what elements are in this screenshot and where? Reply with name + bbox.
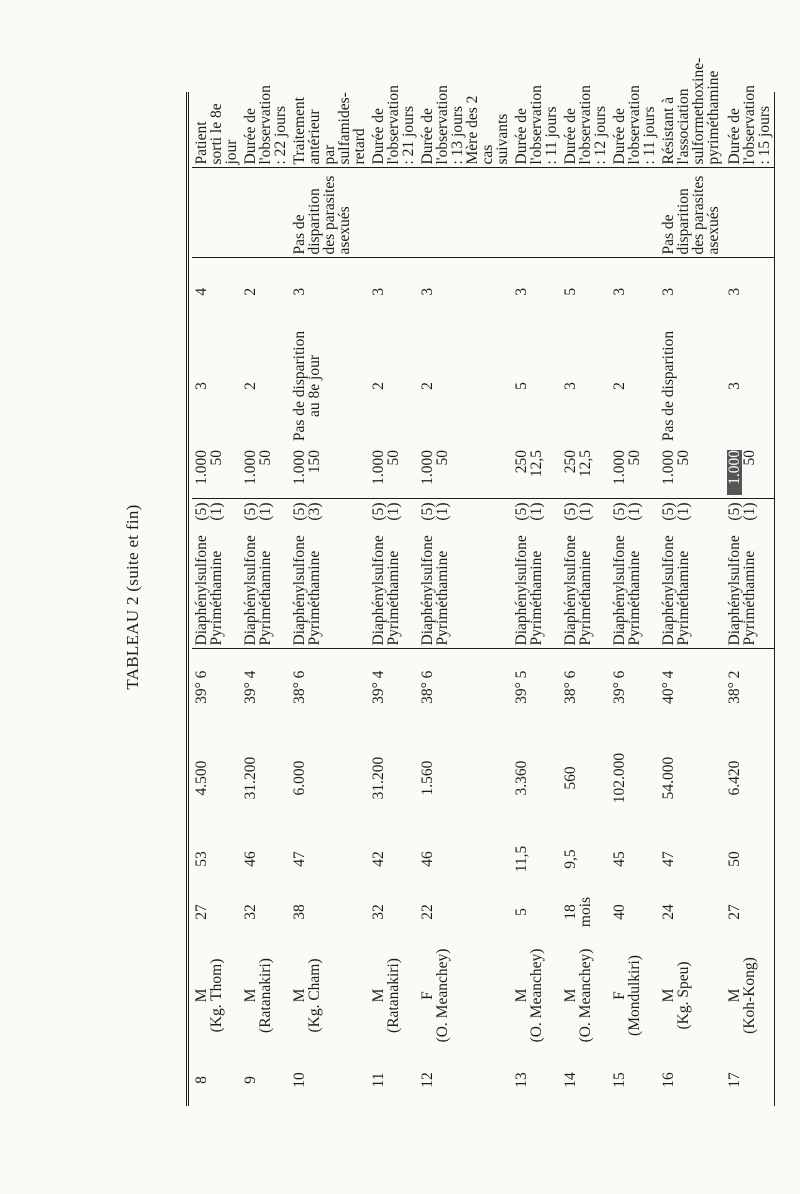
drug-1-quantity: (5) [513, 502, 530, 521]
sex-origin-cell [512, 937, 561, 1054]
parasite-effect [610, 168, 659, 258]
remarks: Durée de l'observation : 15 jours [725, 92, 775, 168]
sex: F [611, 991, 628, 1000]
table-title: TABLEAU 2 (suite et fin) [123, 504, 142, 690]
treatment-cell [512, 499, 561, 649]
sex: M [726, 988, 743, 1003]
drug-1-quantity: (5) [291, 502, 308, 521]
treatment-cell [659, 499, 725, 649]
drug-2: Pyriméthamine [385, 550, 402, 646]
table-row [241, 92, 290, 1106]
sex: M [513, 988, 530, 1003]
drug-2-quantity: (1) [626, 502, 643, 521]
weight: 9,5 [562, 849, 579, 869]
parasite-count: 1.560 [419, 760, 436, 796]
drug-2-quantity: (1) [675, 502, 692, 521]
fever-clearance: 3 [193, 382, 210, 390]
days: 3 [660, 287, 677, 296]
drug-1-quantity: (5) [562, 502, 579, 521]
case-number: 15 [611, 1072, 628, 1088]
parasite-count: 102.000 [611, 752, 628, 804]
age: 40 [611, 904, 628, 920]
dose-2: 50 [741, 450, 758, 466]
weight: 47 [660, 851, 677, 867]
sex-origin-cell [241, 937, 290, 1054]
temperature: 38° 6 [562, 670, 579, 704]
fever-clearance: 5 [513, 382, 530, 390]
treatment-cell [418, 499, 512, 649]
temperature: 38° 6 [291, 670, 308, 704]
remarks: Durée de l'observation : 12 jours [561, 92, 610, 168]
parasite-count: 560 [562, 766, 579, 790]
dose-1: 1.000 [660, 450, 677, 485]
age: 32 [370, 904, 387, 920]
dose-cell [192, 447, 241, 499]
treatment-cell [610, 499, 659, 649]
age: 32 [242, 904, 259, 920]
sex-origin-cell [290, 937, 369, 1054]
dose-1: 1.000 [242, 450, 259, 485]
origin: (O. Meanchey) [577, 948, 594, 1043]
dose-2: 150 [306, 450, 323, 474]
drug-2: Pyriméthamine [528, 550, 545, 646]
drug-2-quantity: (1) [741, 502, 758, 521]
weight: 50 [725, 831, 775, 887]
drug-1: Diaphénylsulfone [242, 535, 259, 646]
parasite-count: 31.200 [242, 756, 259, 800]
sex-origin-cell [369, 937, 418, 1054]
parasite-effect [241, 168, 290, 258]
dose-1: 1.000 [291, 450, 308, 485]
origin: (Mondulkiri) [626, 955, 643, 1036]
dose-2: 50 [257, 450, 274, 466]
remarks: Durée de l'observation : 22 jours [241, 92, 290, 168]
dose-2: 50 [675, 450, 692, 466]
age: 5 [513, 908, 530, 916]
origin: (Ratanakiri) [385, 958, 402, 1033]
fever-clearance: 2 [611, 382, 628, 390]
case-number: 11 [370, 1072, 387, 1088]
parasite-count: 3.360 [513, 760, 530, 796]
drug-2: Pyriméthamine [626, 550, 643, 646]
remarks: Résistant à l'association sulformethoxine-pyriméthamine [659, 92, 725, 168]
drug-1: Diaphénylsulfone [726, 535, 743, 646]
drug-1: Diaphénylsulfone [611, 535, 628, 646]
weight: 47 [291, 851, 308, 867]
drug-2: Pyriméthamine [577, 550, 594, 646]
dose-2: 50 [208, 450, 225, 466]
temperature: 39° 4 [370, 670, 387, 704]
table-row [512, 92, 561, 1106]
sex: M [660, 988, 677, 1003]
table-row [369, 92, 418, 1106]
origin: (O. Meanchey) [528, 948, 545, 1043]
dose-cell [610, 447, 659, 499]
drug-1: Diaphénylsulfone [513, 535, 530, 646]
temperature: 39° 5 [513, 670, 530, 704]
drug-1: Diaphénylsulfone [291, 535, 308, 646]
treatment-cell [192, 499, 241, 649]
remarks: Durée de l'observation : 21 jours [369, 92, 418, 168]
drug-2-quantity: (1) [208, 502, 225, 521]
drug-1: Diaphénylsulfone [562, 535, 579, 646]
dose-cell [725, 447, 775, 499]
dose-cell [241, 447, 290, 499]
dose-2: 12,5 [577, 450, 594, 478]
temperature: 39° 6 [193, 670, 210, 704]
data-table [186, 57, 775, 1106]
sex-origin-cell [192, 937, 241, 1054]
temperature: 39° 4 [242, 670, 259, 704]
sex: M [370, 988, 387, 1003]
drug-1: Diaphénylsulfone [370, 535, 387, 646]
age: 24 [660, 904, 677, 920]
days: 3 [725, 258, 775, 325]
dose-2: 50 [626, 450, 643, 466]
drug-2-quantity: (3) [306, 502, 323, 521]
drug-1-quantity: (5) [726, 502, 743, 521]
table-row [659, 92, 725, 1106]
dose-1: 1.000 [193, 450, 210, 485]
fever-clearance: Pas de disparition au 8e jour [291, 330, 323, 442]
fever-clearance: 2 [419, 382, 436, 390]
temperature: 38° 6 [419, 670, 436, 704]
fever-clearance: 3 [725, 325, 775, 447]
dose-cell [418, 447, 512, 499]
days: 2 [242, 287, 259, 296]
sex-origin-cell [418, 937, 512, 1054]
sex: F [419, 991, 436, 1000]
drug-1-quantity: (5) [611, 502, 628, 521]
remarks: Traitement antérieur par sulfamides-retard [290, 92, 369, 168]
remarks: Durée de l'observation : 11 jours [512, 92, 561, 168]
fever-clearance: Pas de disparition [660, 330, 677, 442]
dose-cell [369, 447, 418, 499]
parasite-effect: Pas de disparition des parasites asexués [659, 168, 725, 258]
table-row [561, 92, 610, 1106]
origin: (O. Meanchey) [434, 948, 451, 1043]
dose-cell [512, 447, 561, 499]
table-row [290, 92, 369, 1106]
case-number: 10 [291, 1072, 308, 1088]
drug-2-quantity: (1) [528, 502, 545, 521]
drug-1: Diaphénylsulfone [419, 535, 436, 646]
dose-2: 50 [434, 450, 451, 466]
weight: 46 [242, 851, 259, 867]
drug-1: Diaphénylsulfone [660, 535, 677, 646]
sex-origin-cell [561, 937, 610, 1054]
case-number: 17 [725, 1054, 775, 1106]
treatment-cell [241, 499, 290, 649]
sex-origin-cell [659, 937, 725, 1054]
parasite-effect [369, 168, 418, 258]
age: 18 mois [562, 896, 594, 928]
dose-1: 1.000 [727, 450, 742, 496]
parasite-count: 54.000 [660, 756, 677, 800]
parasite-count: 4.500 [193, 760, 210, 796]
age: 38 [291, 904, 308, 920]
drug-1-quantity: (5) [193, 502, 210, 521]
days: 4 [193, 287, 210, 296]
table-row [610, 92, 659, 1106]
parasite-count: 6.000 [291, 760, 308, 796]
parasite-count: 31.200 [370, 756, 387, 800]
weight: 11,5 [513, 845, 530, 873]
fever-clearance: 2 [370, 382, 387, 390]
case-number: 16 [660, 1072, 677, 1088]
parasite-effect [192, 168, 241, 258]
drug-2-quantity: (1) [577, 502, 594, 521]
remarks: Patient sorti le 8e jour [192, 92, 241, 168]
treatment-cell [725, 499, 775, 649]
age: 22 [419, 904, 436, 920]
drug-1-quantity: (5) [419, 502, 436, 521]
drug-1-quantity: (5) [242, 502, 259, 521]
fever-clearance: 2 [242, 382, 259, 390]
fever-clearance: 3 [562, 382, 579, 390]
origin: (Ratanakiri) [257, 958, 274, 1033]
case-number: 8 [193, 1076, 210, 1084]
parasite-effect [561, 168, 610, 258]
days: 3 [370, 287, 387, 296]
temperature: 40° 4 [660, 670, 677, 704]
parasite-effect [418, 168, 512, 258]
drug-2: Pyriméthamine [208, 550, 225, 646]
sex: M [242, 988, 259, 1003]
days: 3 [291, 287, 308, 296]
sex: M [562, 988, 579, 1003]
drug-2-quantity: (1) [434, 502, 451, 521]
case-number: 14 [562, 1072, 579, 1088]
dose-2: 50 [385, 450, 402, 466]
remarks: Durée de l'observation : 13 jours Mère des 2 cas suivants [418, 92, 512, 168]
drug-2: Pyriméthamine [434, 550, 451, 646]
sex-origin-cell [610, 937, 659, 1054]
dose-cell [659, 447, 725, 499]
drug-2: Pyriméthamine [257, 550, 274, 646]
weight: 46 [419, 851, 436, 867]
case-number: 9 [242, 1076, 259, 1084]
case-number: 13 [513, 1072, 530, 1088]
remarks: Durée de l'observation : 11 jours [610, 92, 659, 168]
dose-1: 1.000 [370, 450, 387, 485]
drug-2-quantity: (1) [385, 502, 402, 521]
dose-1: 1.000 [419, 450, 436, 485]
origin: (Kg. Thom) [208, 958, 225, 1033]
table-body [192, 57, 775, 1106]
origin: (Kg. Cham) [306, 958, 323, 1033]
dose-1: 250 [513, 450, 530, 474]
temperature: 38° 2 [725, 649, 775, 725]
days: 3 [611, 287, 628, 296]
parasite-effect [725, 168, 775, 258]
drug-1-quantity: (5) [370, 502, 387, 521]
dose-1: 250 [562, 450, 579, 474]
dose-1: 1.000 [611, 450, 628, 485]
table-row [192, 92, 241, 1106]
temperature: 39° 6 [611, 670, 628, 704]
dose-2: 12,5 [528, 450, 545, 478]
dose-cell [290, 447, 369, 499]
drug-2-quantity: (1) [257, 502, 274, 521]
drug-1-quantity: (5) [660, 502, 677, 521]
weight: 42 [370, 851, 387, 867]
treatment-cell [290, 499, 369, 649]
weight: 53 [193, 851, 210, 867]
sex: M [193, 988, 210, 1003]
sex-origin-cell [725, 937, 775, 1054]
parasite-count: 6.420 [725, 725, 775, 831]
sex: M [291, 988, 308, 1003]
days: 3 [513, 287, 530, 296]
days: 5 [562, 287, 579, 296]
dose-cell [561, 447, 610, 499]
origin: (Kg. Speu) [675, 961, 692, 1030]
drug-1: Diaphénylsulfone [193, 535, 210, 646]
days: 3 [419, 287, 436, 296]
parasite-effect [512, 168, 561, 258]
origin: (Koh-Kong) [741, 957, 758, 1034]
treatment-cell [369, 499, 418, 649]
weight: 45 [611, 851, 628, 867]
drug-2: Pyriméthamine [675, 550, 692, 646]
treatment-cell [561, 499, 610, 649]
table-row [725, 92, 775, 1106]
drug-2: Pyriméthamine [741, 550, 758, 646]
table-row [418, 92, 512, 1106]
case-number: 12 [419, 1072, 436, 1088]
drug-2: Pyriméthamine [306, 550, 323, 646]
age: 27 [725, 887, 775, 937]
parasite-effect: Pas de disparition des parasites asexués [290, 168, 369, 258]
age: 27 [193, 904, 210, 920]
